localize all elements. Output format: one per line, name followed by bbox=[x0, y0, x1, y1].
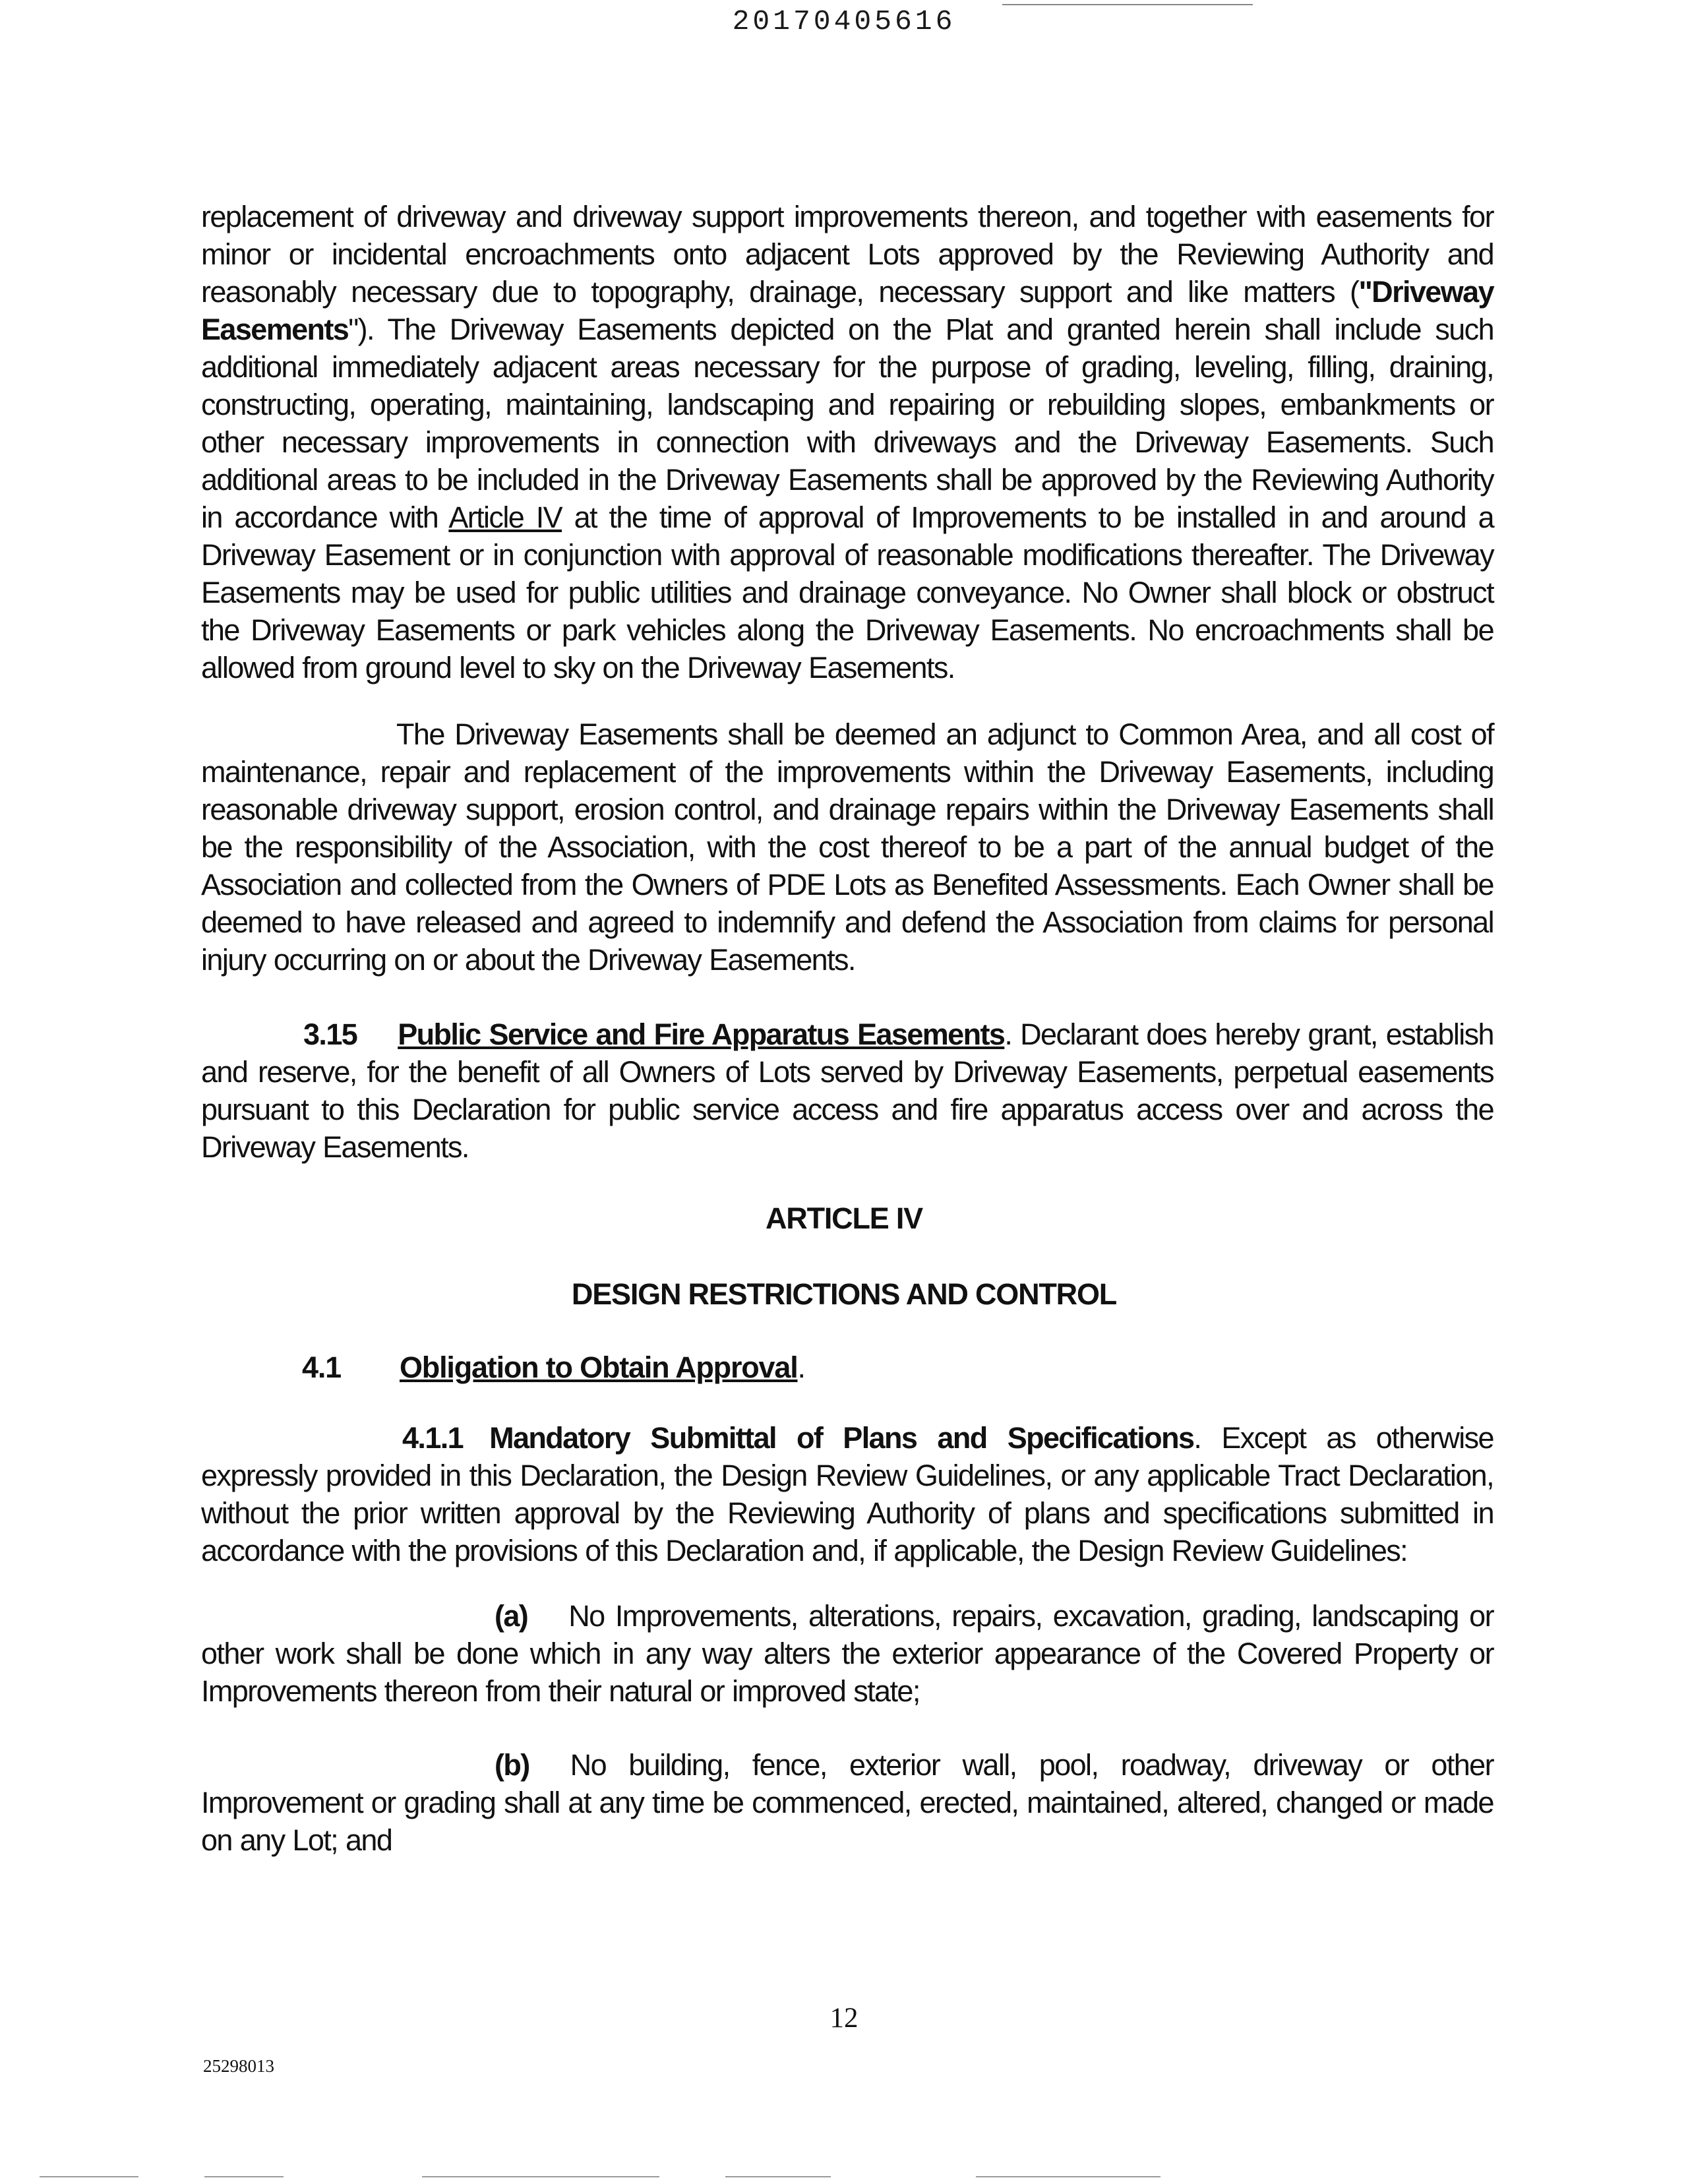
header-rule bbox=[1002, 4, 1253, 5]
section-number: 3.15 bbox=[303, 1017, 357, 1051]
section-number: 4.1 bbox=[302, 1350, 341, 1384]
item-text: No Improvements, alterations, repairs, excavation, grading, landscaping or other work shall be done which in any way alters the exterior appearance of the Covered Property or Improvements thereon from their natural or improved state; bbox=[201, 1599, 1493, 1708]
recording-number: 20170405616 bbox=[732, 5, 956, 38]
section-title: Obligation to Obtain Approval bbox=[400, 1350, 798, 1384]
section-4-1-1 bbox=[201, 1419, 1493, 1569]
section-3-15 bbox=[201, 1016, 1493, 1166]
item-label: (a) bbox=[495, 1599, 528, 1633]
driveway-easements-paragraph bbox=[201, 198, 1493, 686]
section-punct: . bbox=[797, 1350, 805, 1384]
page-number: 12 bbox=[829, 2003, 859, 2034]
item-b bbox=[201, 1746, 1493, 1859]
paragraph-text: "). bbox=[348, 313, 374, 346]
paragraph-text: replacement of driveway and driveway support improvements thereon, and together with easements for minor or incidental encroachments onto adjacent Lots approved by the Reviewing Authority and reasonably necessary due to topography, drainage, necessary support and like matters ( bbox=[201, 200, 1493, 309]
scan-artifact bbox=[204, 2176, 284, 2177]
section-number: 4.1.1 bbox=[402, 1421, 464, 1455]
article-title: ARTICLE IV bbox=[765, 1201, 922, 1235]
section-title: Mandatory Submittal of Plans and Specifications bbox=[489, 1421, 1194, 1455]
item-text: No building, fence, exterior wall, pool, roadway, driveway or other Improvement or grading shall at any time be commenced, erected, maintained, altered, changed or made on any Lot; and bbox=[201, 1748, 1493, 1857]
defined-term: "Driveway Easements bbox=[201, 275, 1493, 346]
item-label: (b) bbox=[495, 1748, 529, 1782]
driveway-adjunct-paragraph bbox=[201, 715, 1493, 979]
paragraph-text: at the time of approval of Improvements to be installed in and around a Driveway Easement or in conjunction with approval of reasonable modifications thereafter. The Driveway Easements may be used for public utilities and drainage conveyance. No Owner shall block or obstruct the Driveway Easements or park vehicles along the Driveway Easements. No encroachments shall be allowed from ground level to sky on the Driveway Easements. bbox=[201, 501, 1494, 684]
scan-artifact bbox=[725, 2176, 831, 2177]
article-reference: Article IV bbox=[448, 501, 562, 534]
paragraph-text: The Driveway Easements shall be deemed an adjunct to Common Area, and all cost of maintenance, repair and replacement of the improvements within the Driveway Easements, including reasonable driveway support, erosion control, and drainage repairs within the Driveway Easements shall be the responsibility of the Association, with the cost thereof to be a part of the annual budget of the Association and collected from the Owners of PDE Lots as Benefited Assessments. Each Owner shall be deemed to have released and agreed to indemnify and defend the Association from claims for personal injury occurring on or about the Driveway Easements. bbox=[201, 717, 1493, 977]
article-subtitle: DESIGN RESTRICTIONS AND CONTROL bbox=[571, 1277, 1117, 1311]
section-text: . Except as otherwise expressly provided in this Declaration, the Design Review Guidelines, or any applicable Tract Declaration, without the prior written approval by the Reviewing Authority of plans and specifications submitted in accordance with the provisions of this Declaration and, if applicable, the Design Review Guidelines: bbox=[201, 1421, 1493, 1567]
scan-artifact bbox=[976, 2176, 1160, 2177]
scan-artifact bbox=[422, 2176, 659, 2177]
section-text: . Declarant does hereby grant, establish and reserve, for the benefit of all Owners of Lots served by Driveway Easements, perpetual easements pursuant to this Declaration for public service access and fire apparatus access over and across the Driveway Easements. bbox=[201, 1017, 1493, 1164]
item-a bbox=[201, 1597, 1493, 1710]
scan-artifact bbox=[40, 2176, 138, 2177]
section-title: Public Service and Fire Apparatus Easements bbox=[398, 1017, 1005, 1051]
paragraph-text: The Driveway Easements depicted on the Plat and granted herein shall include such additional immediately adjacent areas necessary for the purpose of grading, leveling, filling, draining, constructing, operating, maintaining, landscaping and repairing or rebuilding slopes, embankments or other necessary improvements in connection with driveways and the Driveway Easements. Such additional areas to be included in the Driveway Easements shall be approved by the Reviewing Authority in accordance with bbox=[201, 313, 1493, 534]
document-id: 25298013 bbox=[203, 2056, 274, 2076]
section-4-1 bbox=[302, 1350, 805, 1385]
